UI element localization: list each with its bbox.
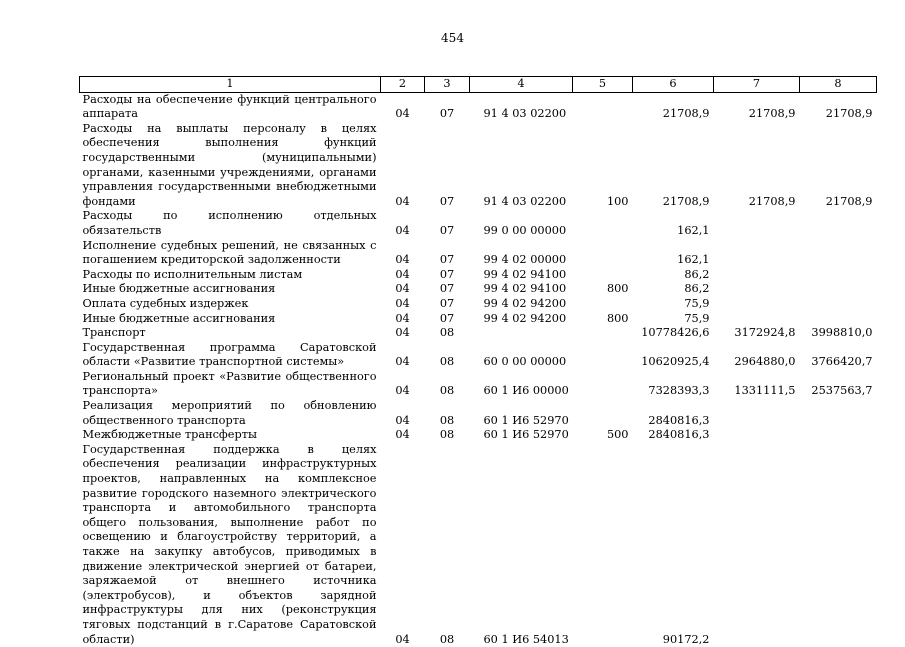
expense-type-code bbox=[573, 239, 633, 268]
amount-year-2 bbox=[714, 209, 800, 238]
amount-year-2 bbox=[714, 312, 800, 327]
budget-table bbox=[79, 76, 877, 647]
amount-year-2: 1331111,5 bbox=[734, 384, 796, 398]
amount-year-1: 162,1 bbox=[677, 253, 710, 267]
subsection-code: 07 bbox=[439, 282, 455, 296]
target-article-code: 60 1 И6 00000 bbox=[483, 384, 569, 398]
section-code: 04 bbox=[395, 282, 410, 296]
target-article-code bbox=[470, 326, 573, 341]
table-row bbox=[80, 92, 877, 122]
expense-type-code: 800 bbox=[606, 282, 629, 296]
amount-year-1: 7328393,3 bbox=[648, 384, 710, 398]
amount-year-3: 2537563,7 bbox=[811, 384, 873, 398]
target-article-code: 91 4 03 02200 bbox=[483, 194, 567, 208]
expense-type-code: 500 bbox=[606, 428, 629, 442]
subsection-code: 07 bbox=[439, 194, 455, 208]
section-code: 04 bbox=[395, 194, 410, 208]
expense-name: Иные бюджетные ассигнования bbox=[82, 282, 276, 296]
table-row bbox=[80, 341, 877, 370]
amount-year-1: 75,9 bbox=[684, 296, 710, 310]
amount-year-3: 3998810,0 bbox=[811, 326, 873, 340]
amount-year-1: 90172,2 bbox=[662, 632, 710, 646]
expense-type-code bbox=[573, 326, 633, 341]
header-col-3: 3 bbox=[425, 77, 470, 93]
subsection-code: 07 bbox=[439, 311, 455, 325]
expense-type-code: 100 bbox=[606, 194, 629, 208]
section-code: 04 bbox=[395, 296, 410, 310]
header-col-2: 2 bbox=[381, 77, 425, 93]
subsection-code: 08 bbox=[439, 384, 455, 398]
amount-year-3 bbox=[800, 443, 877, 647]
amount-year-1: 162,1 bbox=[677, 223, 710, 237]
target-article-code: 60 1 И6 54013 bbox=[483, 632, 569, 646]
amount-year-2: 3172924,8 bbox=[734, 326, 796, 340]
amount-year-3 bbox=[800, 399, 877, 428]
target-article-code: 99 4 02 94100 bbox=[483, 267, 567, 281]
amount-year-2: 2964880,0 bbox=[734, 355, 796, 369]
header-col-7: 7 bbox=[714, 77, 800, 93]
amount-year-3: 3766420,7 bbox=[811, 355, 873, 369]
target-article-code: 99 4 02 94200 bbox=[483, 311, 567, 325]
section-code: 04 bbox=[395, 355, 410, 369]
section-code: 04 bbox=[395, 253, 410, 267]
target-article-code: 60 0 00 00000 bbox=[483, 355, 567, 369]
expense-name: Государственная поддержка в целях обеспечения реализации инфраструктурных проектов, направленных на комплексное развитие городского наземного электрического транспорта и автомобильного транспорта общего пользования, выполнение работ по освещению и благоустройству территорий, а также на закупку автобусов, приводимых в движение электрической энергией от батареи, заряжаемой от внешнего источника (электробусов), и объектов зарядной инфраструктуры для них (реконструкция тяговых подстанций в г.Саратове Саратовской области) bbox=[82, 442, 377, 646]
subsection-code: 08 bbox=[439, 428, 455, 442]
target-article-code: 91 4 03 02200 bbox=[483, 107, 567, 121]
expense-type-code bbox=[573, 297, 633, 312]
header-col-6: 6 bbox=[633, 77, 714, 93]
expense-type-code: 800 bbox=[606, 311, 629, 325]
target-article-code: 99 4 02 00000 bbox=[483, 253, 567, 267]
subsection-code: 08 bbox=[439, 413, 455, 427]
section-code: 04 bbox=[395, 311, 410, 325]
amount-year-2 bbox=[714, 282, 800, 297]
amount-year-1: 86,2 bbox=[684, 282, 710, 296]
table-row bbox=[80, 282, 877, 297]
amount-year-2 bbox=[714, 443, 800, 647]
amount-year-2 bbox=[714, 297, 800, 312]
amount-year-3 bbox=[800, 239, 877, 268]
target-article-code: 60 1 И6 52970 bbox=[483, 428, 569, 442]
expense-name: Реализация мероприятий по обновлению общественного транспорта bbox=[82, 399, 377, 427]
subsection-code: 08 bbox=[439, 355, 455, 369]
expense-name: Расходы на выплаты персоналу в целях обеспечения выполнения функций государственными (муниципальными) органами, казенными учреждениями, органами управления государственными внебюджетными фондами bbox=[82, 121, 377, 208]
table-row bbox=[80, 297, 877, 312]
table-row bbox=[80, 122, 877, 210]
expense-name: Расходы по исполнению отдельных обязательств bbox=[82, 209, 377, 237]
amount-year-1: 75,9 bbox=[684, 311, 710, 325]
expense-type-code bbox=[573, 341, 633, 370]
expense-type-code bbox=[573, 399, 633, 428]
amount-year-3 bbox=[800, 268, 877, 283]
subsection-code: 08 bbox=[439, 632, 455, 646]
expense-type-code bbox=[573, 209, 633, 238]
amount-year-3: 21708,9 bbox=[825, 107, 873, 121]
expense-type-code bbox=[573, 92, 633, 122]
table-row bbox=[80, 268, 877, 283]
amount-year-1: 10620925,4 bbox=[641, 355, 710, 369]
subsection-code: 08 bbox=[439, 326, 455, 340]
target-article-code: 99 4 02 94200 bbox=[483, 296, 567, 310]
table-row bbox=[80, 370, 877, 399]
table-row bbox=[80, 326, 877, 341]
expense-type-code bbox=[573, 443, 633, 647]
target-article-code: 99 4 02 94100 bbox=[483, 282, 567, 296]
expense-name: Региональный проект «Развитие общественного транспорта» bbox=[82, 369, 377, 398]
expense-name: Межбюджетные трансферты bbox=[82, 428, 257, 442]
amount-year-1: 10778426,6 bbox=[641, 326, 710, 340]
amount-year-2 bbox=[714, 239, 800, 268]
subsection-code: 07 bbox=[439, 296, 455, 310]
subsection-code: 07 bbox=[439, 107, 455, 121]
section-code: 04 bbox=[395, 428, 410, 442]
section-code: 04 bbox=[395, 632, 410, 646]
amount-year-2 bbox=[714, 268, 800, 283]
page-number: 454 bbox=[441, 31, 464, 45]
amount-year-2: 21708,9 bbox=[748, 107, 796, 121]
expense-name: Оплата судебных издержек bbox=[82, 296, 249, 310]
table-row bbox=[80, 443, 877, 647]
target-article-code: 99 0 00 00000 bbox=[483, 223, 567, 237]
amount-year-3 bbox=[800, 312, 877, 327]
amount-year-1: 21708,9 bbox=[662, 194, 710, 208]
amount-year-1: 21708,9 bbox=[662, 107, 710, 121]
subsection-code: 07 bbox=[439, 267, 455, 281]
header-row bbox=[80, 77, 877, 93]
section-code: 04 bbox=[395, 267, 410, 281]
amount-year-3 bbox=[800, 297, 877, 312]
amount-year-2 bbox=[714, 399, 800, 428]
header-col-4: 4 bbox=[470, 77, 573, 93]
section-code: 04 bbox=[395, 326, 410, 340]
amount-year-3 bbox=[800, 209, 877, 238]
expense-type-code bbox=[573, 268, 633, 283]
amount-year-1: 2840816,3 bbox=[648, 413, 710, 427]
table-row bbox=[80, 209, 877, 238]
header-col-1: 1 bbox=[80, 77, 381, 93]
expense-name: Иные бюджетные ассигнования bbox=[82, 311, 276, 325]
table-row bbox=[80, 399, 877, 428]
header-col-8: 8 bbox=[800, 77, 877, 93]
amount-year-1: 86,2 bbox=[684, 267, 710, 281]
expense-name: Расходы на обеспечение функций центрального аппарата bbox=[82, 92, 377, 121]
amount-year-2 bbox=[714, 428, 800, 443]
expense-type-code bbox=[573, 370, 633, 399]
subsection-code: 07 bbox=[439, 223, 455, 237]
expense-name: Транспорт bbox=[82, 326, 146, 340]
expense-name: Исполнение судебных решений, не связанных с погашением кредиторской задолженности bbox=[82, 238, 377, 267]
section-code: 04 bbox=[395, 223, 410, 237]
expense-name: Государственная программа Саратовской области «Развитие транспортной системы» bbox=[82, 340, 377, 369]
table-row bbox=[80, 239, 877, 268]
amount-year-1: 2840816,3 bbox=[648, 428, 710, 442]
table-row bbox=[80, 428, 877, 443]
amount-year-3 bbox=[800, 282, 877, 297]
target-article-code: 60 1 И6 52970 bbox=[483, 413, 569, 427]
amount-year-2: 21708,9 bbox=[748, 194, 796, 208]
subsection-code: 07 bbox=[439, 253, 455, 267]
expense-name: Расходы по исполнительным листам bbox=[82, 267, 303, 281]
section-code: 04 bbox=[395, 413, 410, 427]
header-col-5: 5 bbox=[573, 77, 633, 93]
amount-year-3: 21708,9 bbox=[825, 194, 873, 208]
section-code: 04 bbox=[395, 384, 410, 398]
section-code: 04 bbox=[395, 107, 410, 121]
amount-year-3 bbox=[800, 428, 877, 443]
table-row bbox=[80, 312, 877, 327]
